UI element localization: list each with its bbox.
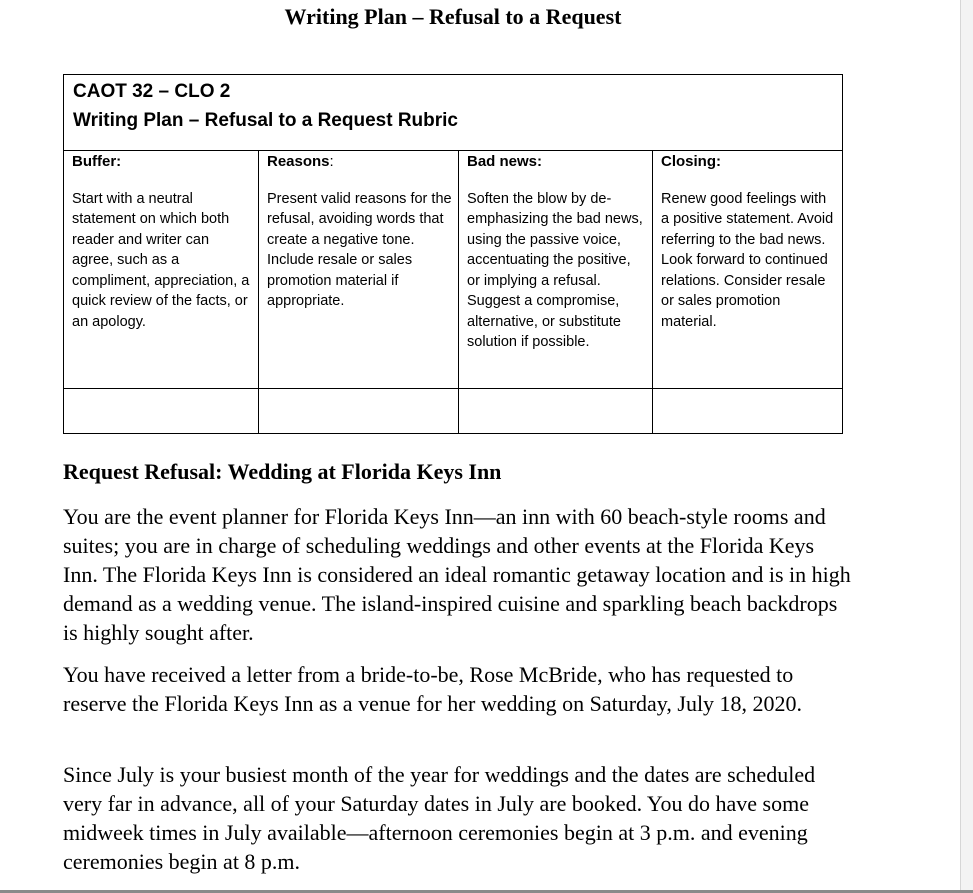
rubric-cell-buffer	[64, 151, 259, 388]
rubric-columns-row	[64, 151, 842, 389]
viewer-right-edge	[960, 0, 973, 893]
bad-news-label: Bad news:	[467, 153, 543, 170]
assignment-paragraph: You are the event planner for Florida Keys Inn—an inn with 60 beach-style rooms and suites; you are in charge of scheduling weddings and other events at the Florida Keys Inn. The Florida Keys Inn is considered an ideal romantic getaway location and is in high demand as a wedding venue. The island-inspired cuisine and sparkling beach backdrops is highly sought after.	[63, 504, 851, 645]
rubric-cell-closing	[653, 151, 842, 388]
blank-cell-reasons	[259, 389, 459, 433]
reasons-text: Present valid reasons for the refusal, avoiding words that create a negative tone. Include resale or sales promotion material if appropriate.	[267, 190, 452, 309]
rubric-course: CAOT 32 – CLO 2	[73, 81, 231, 102]
rubric-header	[64, 75, 842, 151]
buffer-label: Buffer:	[72, 153, 122, 170]
closing-text: Renew good feelings with a positive statement. Avoid referring to the bad news. Look forward to continued relations. Consider resale or sales promotion material.	[661, 190, 834, 330]
reasons-label-wrap	[267, 152, 452, 173]
assignment-heading: Request Refusal: Wedding at Florida Keys Inn	[63, 459, 502, 484]
rubric-cell-reasons	[259, 151, 459, 388]
bad-news-text: Soften the blow by de-emphasizing the bad news, using the passive voice, accentuating the positive, or implying a refusal. Suggest a compromise, alternative, or substitute solution if possible.	[467, 190, 643, 350]
blank-cell-closing	[653, 389, 842, 433]
blank-cell-bad-news	[459, 389, 653, 433]
reasons-label-colon: :	[329, 153, 334, 170]
document-title: Writing Plan – Refusal to a Request	[284, 4, 622, 29]
blank-cell-buffer	[64, 389, 259, 433]
rubric-cell-bad-news	[459, 151, 653, 388]
assignment-paragraph: Since July is your busiest month of the year for weddings and the dates are scheduled very far in advance, all of your Saturday dates in July are booked. You do have some midweek times in July available—afternoon ceremonies begin at 3 p.m. and evening ceremonies begin at 8 p.m.	[63, 762, 816, 874]
closing-label: Closing:	[661, 153, 721, 170]
reasons-label: Reasons	[267, 153, 330, 170]
rubric-table	[63, 74, 843, 434]
rubric-title: Writing Plan – Refusal to a Request Rubric	[73, 110, 458, 131]
buffer-text: Start with a neutral statement on which both reader and writer can agree, such as a compliment, appreciation, a quick review of the facts, or an apology.	[72, 190, 250, 330]
assignment-paragraph: You have received a letter from a bride-to-be, Rose McBride, who has requested to reserve the Florida Keys Inn as a venue for her wedding on Saturday, July 18, 2020.	[63, 662, 803, 716]
rubric-blank-row	[64, 389, 842, 433]
